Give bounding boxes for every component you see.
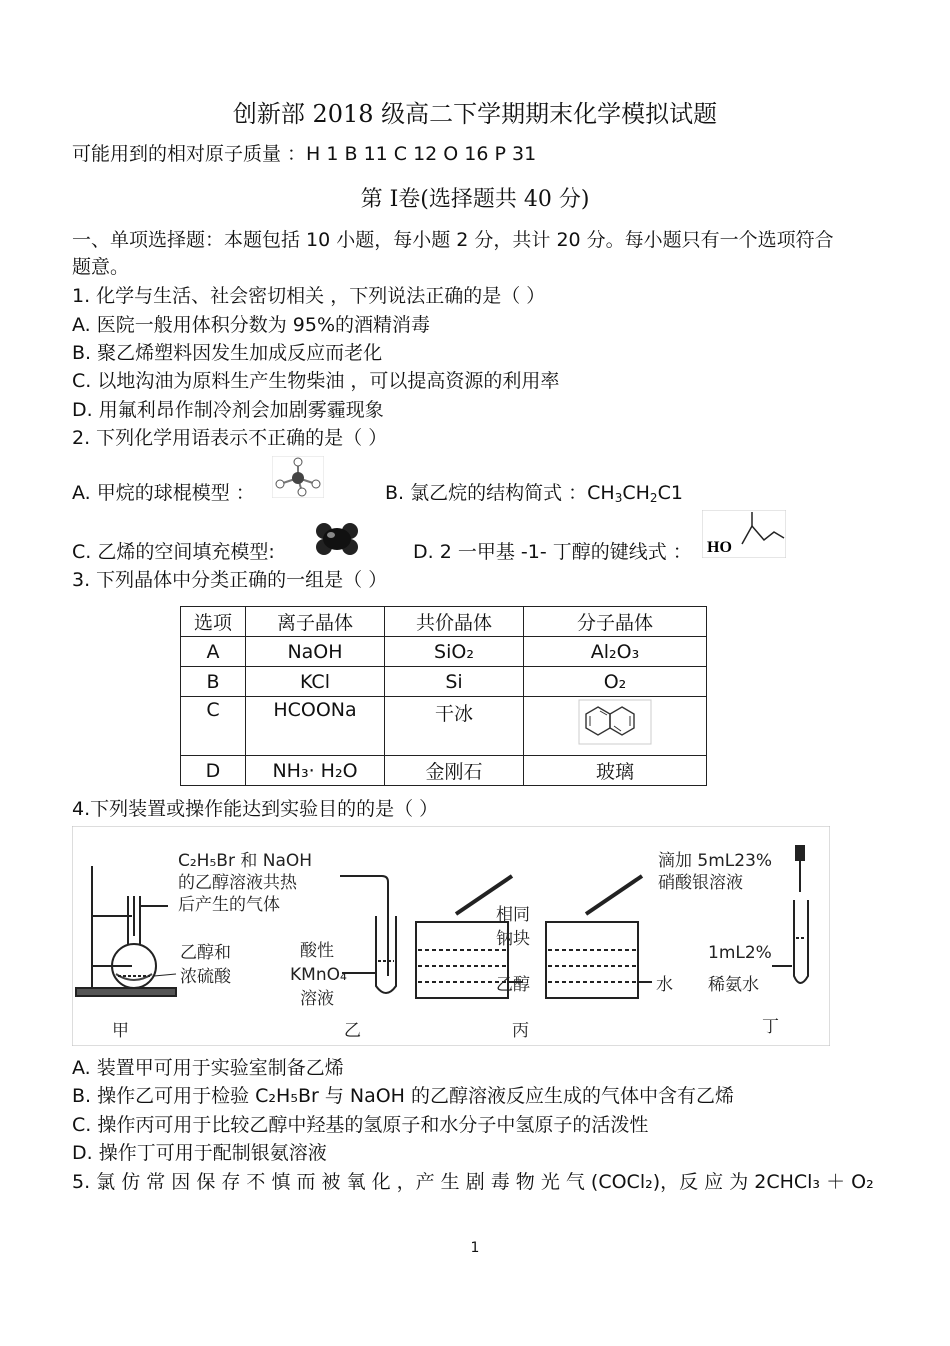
fig-label: 溶液 (300, 989, 334, 1009)
fig-label: 1mL2% (708, 943, 772, 963)
fig-label: KMnO₄ (290, 965, 347, 985)
naphthalene-structure-image (578, 699, 652, 745)
q4-option-c: C. 操作丙可用于比较乙醇中羟基的氢原子和水分子中氢原子的活泼性 (72, 1114, 649, 1136)
fig-caption-jia: 甲 (112, 1021, 129, 1041)
fig-label: 的乙醇溶液共热 (178, 873, 297, 893)
fig-label: 后产生的气体 (178, 895, 280, 915)
fig-label: 乙醇 (496, 975, 530, 995)
page-number: 1 (470, 1240, 480, 1256)
q1-option-d: D. 用氟利昂作制冷剂会加剧雾霾现象 (72, 399, 384, 421)
q2-stem: 2. 下列化学用语表示不正确的是（ ） (72, 427, 388, 449)
q4-option-b: B. 操作乙可用于检验 C₂H₅Br 与 NaOH 的乙醇溶液反应生成的气体中含有乙烯 (72, 1085, 735, 1107)
table-cell: A (181, 637, 246, 667)
fig-label: 浓硫酸 (180, 967, 231, 987)
table-row (181, 637, 707, 667)
table-cell: O₂ (524, 667, 707, 697)
table-cell: NH₃· H₂O (246, 756, 385, 786)
q4-option-d: D. 操作丁可用于配制银氨溶液 (72, 1142, 327, 1164)
q2-option-d: D. 2 一甲基 -1- 丁醇的键线式 ： (413, 541, 692, 563)
table-cell: Al₂O₃ (524, 637, 707, 667)
table-cell: D (181, 756, 246, 786)
atomic-masses: 可能用到的相对原子质量 ：H 1 B 11 C 12 O 16 P 31 (72, 143, 537, 165)
table-cell-naphthalene (524, 697, 707, 756)
fig-label: 稀氨水 (708, 975, 759, 995)
table-cell: HCOONa (246, 697, 385, 756)
fig-label: 钠块 (496, 929, 530, 949)
fig-label: 水 (656, 975, 673, 995)
q1-option-a: A. 医院一般用体积分数为 95%的酒精消毒 (72, 314, 431, 336)
fig-caption-bing: 丙 (512, 1021, 529, 1041)
header-cell: 离子晶体 (246, 607, 385, 637)
q1-option-c: C. 以地沟油为原料生产生物柴油 ，可以提高资源的利用率 (72, 370, 560, 392)
skeletal-formula-image (702, 510, 786, 558)
fig-caption-ding: 丁 (762, 1017, 779, 1037)
table-cell: Si (385, 667, 524, 697)
fig-label: 滴加 5mL23% (658, 851, 773, 871)
q2-option-a: A. 甲烷的球棍模型 ： (72, 482, 255, 504)
header-cell: 分子晶体 (524, 607, 707, 637)
hydroxyl-label: HO (707, 539, 732, 556)
table-cell: 干冰 (385, 697, 524, 756)
table-cell: 玻璃 (524, 756, 707, 786)
table-cell: B (181, 667, 246, 697)
table-cell: C (181, 697, 246, 756)
table-cell: NaOH (246, 637, 385, 667)
fig-label: 酸性 (300, 941, 334, 961)
table-cell: 金刚石 (385, 756, 524, 786)
methane-ball-stick-image (272, 456, 324, 498)
q3-stem: 3. 下列晶体中分类正确的一组是（ ） (72, 569, 388, 591)
fig-label: 乙醇和 (180, 943, 231, 963)
instructions-line-2: 题意。 (72, 256, 130, 278)
instructions-line-1: 一、单项选择题：本题包括 10 小题，每小题 2 分，共计 20 分。每小题只有一个选项符合 (72, 229, 834, 251)
ethylene-space-filling-image (312, 521, 362, 557)
q1-stem: 1. 化学与生活、社会密切相关 ，下列说法正确的是（ ） (72, 285, 546, 307)
q4-option-a: A. 装置甲可用于实验室制备乙烯 (72, 1057, 344, 1079)
table-header-row (181, 607, 707, 637)
q4-stem: 4.下列装置或操作能达到实验目的的是（ ） (72, 798, 439, 820)
q2-option-b: B. 氯乙烷的结构简式 ：$CH_3CH_2C1$ (385, 482, 683, 505)
table-row (181, 667, 707, 697)
fig-label: C₂H₅Br 和 NaOH (178, 851, 313, 871)
section-heading: 第 Ⅰ卷(选择题共 40 分) (360, 187, 590, 212)
q5-stem: 5. 氯 仿 常 因 保 存 不 慎 而 被 氧 化 ，产 生 剧 毒 物 光 气 (COCl₂)，反 应 为 2CHCl₃ ＋ O₂ (72, 1171, 874, 1193)
q2-option-c: C. 乙烯的空间填充模型: (72, 541, 275, 563)
table-cell: KCl (246, 667, 385, 697)
header-cell: 选项 (181, 607, 246, 637)
table-cell: SiO₂ (385, 637, 524, 667)
q4-apparatus-figure (72, 826, 830, 1046)
q3-table (180, 606, 707, 786)
table-row (181, 697, 707, 756)
table-row (181, 756, 707, 786)
header-cell: 共价晶体 (385, 607, 524, 637)
exam-title: 创新部 2018 级高二下学期期末化学模拟试题 (232, 100, 718, 128)
fig-label: 相同 (496, 905, 530, 925)
q1-option-b: B. 聚乙烯塑料因发生加成反应而老化 (72, 342, 383, 364)
fig-caption-yi: 乙 (344, 1021, 361, 1041)
fig-label: 硝酸银溶液 (658, 873, 743, 893)
